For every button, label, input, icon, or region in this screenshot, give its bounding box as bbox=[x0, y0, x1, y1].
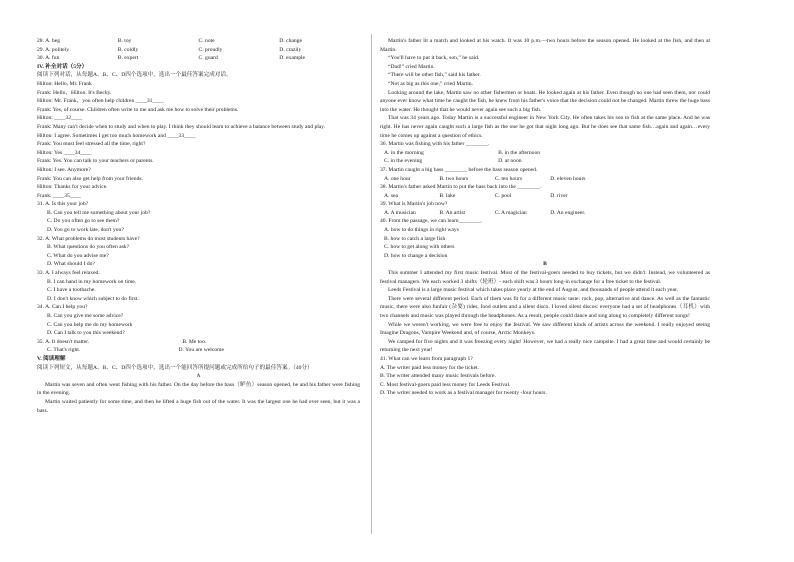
option: C. guard bbox=[198, 55, 218, 62]
option-line: D. I don't know which subject to do first. bbox=[47, 295, 139, 302]
dialog-line: Frank: Many can't decide when to study and when to play. I think they should learn to achieve a balance between study and play. bbox=[37, 123, 326, 130]
passage-paragraph: We camped for five nights and it was freezing every night! However, we had a really nice campsite. I had a great time and would certainly be returning the next year! bbox=[380, 338, 710, 354]
option: B. lake bbox=[439, 192, 456, 199]
option: B. in the afternoon bbox=[498, 149, 541, 156]
option-line: D. how to change a decision bbox=[384, 252, 448, 259]
section-4-title: IV. 补全对话（5分） bbox=[37, 63, 88, 70]
passage-paragraph: Looking around the lake, Martin saw no other fishermen or boats. He looked again at his father. Even though no one had seen them, nor could anyone ever know what time he caught the fish, he knew from his father's voice that the decision could not be changed. Martin threw the huge bass into the water. He thought that he would never again see such a big fish. bbox=[380, 89, 710, 113]
section-4-instructions: 阅读下列对话，从每题A、B、C、D四个选项中，选出一个最佳答案完成对话。 bbox=[37, 72, 232, 79]
dialog-options bbox=[37, 200, 360, 355]
question-37: 37. Martin caught a big bass ________ before the bass season opened. bbox=[380, 166, 538, 173]
question-39-options bbox=[380, 209, 710, 218]
passage-paragraph: Martin's father lit a match and looked at his watch. It was 10 p.m.—two hours before the season opened. He looked at the fish, and then at Martin. bbox=[380, 38, 710, 53]
option: 30. A. fun bbox=[37, 55, 60, 62]
option: B. An artist bbox=[439, 209, 466, 216]
option-line: C. Most festival-goers paid less money for Leeds Festival. bbox=[380, 381, 511, 388]
option: C. A magician bbox=[494, 209, 527, 216]
question-39: 39. What is Martin's job now? bbox=[380, 201, 448, 208]
option-line: 31. A. Is this your job? bbox=[37, 201, 89, 208]
dialog-line: Frank: You must feel stressed all the time, right? bbox=[37, 141, 146, 148]
option: A. in the morning bbox=[384, 149, 424, 156]
question-29 bbox=[37, 46, 360, 55]
option-line: B. The writer attended many music festivals before. bbox=[380, 373, 496, 380]
option: D. crazily bbox=[279, 46, 302, 53]
dialog-line: Frank: You can also get help from your friends. bbox=[37, 175, 143, 182]
option: 35. A. It doesn't matter. bbox=[37, 338, 90, 345]
option: C. pool bbox=[494, 192, 512, 199]
option-line: B. What questions do you often ask? bbox=[47, 244, 130, 251]
option-line: B. Can you tell me something about your job? bbox=[47, 209, 151, 216]
question-36-options-ab bbox=[380, 149, 710, 158]
passage-b-label: B bbox=[543, 261, 547, 268]
question-36-options-cd bbox=[380, 157, 710, 166]
option: D. change bbox=[279, 38, 302, 44]
option: D. example bbox=[279, 55, 306, 62]
option: A. one hour bbox=[384, 175, 411, 182]
option-line: A. The writer paid less money for the ticket. bbox=[380, 364, 480, 371]
option-line: C. Can you help me do my homework bbox=[47, 321, 133, 328]
question-41: 41. What can we learn from paragraph 1? bbox=[380, 355, 473, 362]
passage-paragraph: “Not as big as this one,” cried Martin. bbox=[388, 80, 473, 87]
question-40: 40. From the passage, we can learn________. bbox=[380, 218, 483, 225]
dialog bbox=[37, 80, 360, 200]
passage-paragraph: “You'll have to put it back, son,” he said. bbox=[388, 55, 480, 62]
dialog-line: Hilton: I see. Anymore? bbox=[37, 166, 91, 173]
option: B. coldly bbox=[117, 46, 139, 53]
dialog-line: Hilton: I agree. Sometimes I get too much homework and ____33____ bbox=[37, 132, 196, 139]
option: 29. A. politely bbox=[37, 46, 70, 53]
question-38-options bbox=[380, 192, 710, 201]
passage-paragraph: Martin was seven and often went fishing with his father. On the day before the bass（鲈鱼）season opened, he and his father were fishing in the evening. bbox=[37, 381, 360, 397]
dialog-line: Hilton: ____32____ bbox=[37, 115, 83, 122]
option: C. note bbox=[198, 38, 215, 44]
right-column bbox=[380, 37, 710, 398]
option: D. An engineer. bbox=[550, 209, 586, 216]
dialog-line: Frank: Yes. You can talk to your teachers or parents. bbox=[37, 158, 154, 165]
passage-paragraph: “Dad!” cried Martin. bbox=[388, 63, 435, 70]
dialog-line: Frank: Yes, of course. Children often write to me and ask me how to solve their problems. bbox=[37, 106, 239, 113]
option: C. ten hours bbox=[494, 175, 523, 182]
option: B. toy bbox=[117, 38, 132, 44]
option-line: C. What do you advise me? bbox=[47, 252, 109, 259]
option: C. proudly bbox=[198, 46, 223, 53]
passage-paragraph: That was 34 years ago. Today Martin is a successful engineer in New York City. He often takes his son to fish at the same place. And he was right. He has never again caught such a large fish as the one he got that night long ago. But he does see that same fish…again and again…every time he comes up against a question of ethics. bbox=[380, 115, 710, 139]
option-line: A. how to do things in right ways bbox=[384, 227, 459, 234]
option-line: 34. A. Can I help you? bbox=[37, 304, 88, 311]
option: A. sea bbox=[384, 192, 398, 199]
left-column bbox=[37, 37, 360, 415]
question-30 bbox=[37, 54, 360, 63]
question-35-cd bbox=[37, 346, 360, 355]
passage-paragraph: There were several different period. Each of them was fit for a different music taste: rock, pop, alternative and dance. As well as the fantastic music, there were also funfair (杂耍) rides, food outlets and a silent disco. I loved silent discos: everyone had a set of headphones（耳机）with two channels and music was played through the headphones. As a result, people could dance and sing along to completely different songs! bbox=[380, 295, 710, 319]
option-line: 33. A. I always feel relaxed. bbox=[37, 270, 100, 277]
option: A. A musician bbox=[384, 209, 416, 216]
section-5-instructions: 阅读下列短文，从每题A、B、C、D四个选项中，选出一个能回答所提问题或完成所给句子的最佳答案。（40分） bbox=[37, 364, 313, 371]
option-line: 32. A. What problems do most students have? bbox=[37, 235, 140, 242]
option-line: B. how to catch a large fish bbox=[384, 235, 446, 242]
dialog-line: Frank: ____35____ bbox=[37, 192, 81, 199]
option: D. at noon bbox=[498, 158, 522, 165]
dialog-line: Hilton: Hello, Mr. Frank bbox=[37, 80, 92, 87]
option-line: C. how to get along with others bbox=[384, 244, 455, 251]
option-line: D. You go to work late, don't you? bbox=[47, 227, 124, 234]
option: C. That's right. bbox=[47, 347, 81, 354]
section-5-title: V. 阅读理解 bbox=[37, 355, 66, 362]
question-28 bbox=[37, 37, 360, 46]
passage-paragraph: This summer I attended my first music festival. Most of the festival-goers needed to buy tickets, but we didn't. Instead, we volunteered as festival managers. We each worked 3 shifts（轮班）- each shift was 3 hours long-in exchange for a free ticket to the festival. bbox=[380, 270, 710, 285]
passage-paragraph: Martin waited patiently for some time, and then he lifted a huge fish out of the water. It was the largest one he had ever seen, but it was a bass. bbox=[37, 398, 360, 414]
option-line: D. The writer needed to work as a festival manager for twenty -four hours. bbox=[380, 390, 547, 397]
option: D. You are welcome bbox=[178, 347, 224, 354]
option: B. two hours bbox=[439, 175, 469, 182]
dialog-line: Frank: Hello，Hilton. It's Becky. bbox=[37, 89, 112, 96]
passage-paragraph: While we weren't working, we were free to enjoy the festival. We saw different kinds of artists across the weekend. I really enjoyed seeing Imagine Dragons, Vampire Weekend and, of course, Arctic Monkeys. bbox=[380, 321, 710, 337]
question-37-options bbox=[380, 175, 710, 184]
option: D. river bbox=[550, 192, 568, 199]
option: C. in the evening bbox=[384, 158, 423, 165]
passage-paragraph: Leeds Festival is a large music festival which takes place yearly at the end of August, and thousands of people attend it each year. bbox=[388, 287, 678, 294]
question-35 bbox=[37, 338, 360, 347]
option: B. expert bbox=[117, 55, 139, 62]
option-line: C. I have a toothache. bbox=[47, 287, 96, 294]
option-line: C. Do you often go to see them? bbox=[47, 218, 120, 225]
question-36: 36. Martin was fishing with his father ________. bbox=[380, 141, 490, 148]
option: 28. A. beg bbox=[37, 38, 60, 44]
option: D. eleven hours bbox=[550, 175, 586, 182]
question-38: 38. Martin's father asked Martin to put the bass back into the ________. bbox=[380, 184, 542, 191]
option: B. Me too. bbox=[182, 338, 207, 345]
column-divider bbox=[371, 34, 372, 534]
option-line: B. Can you give me some advice? bbox=[47, 313, 124, 319]
dialog-line: Hilton: Thanks for your advice. bbox=[37, 184, 108, 191]
passage-paragraph: “There will be other fish,” said his father. bbox=[388, 72, 481, 79]
option-line: D. What should I do? bbox=[47, 261, 95, 268]
dialog-line: Hilton: Yes ____34____ bbox=[37, 149, 92, 156]
dialog-line: Hilton: Mr. Frank，you often help children ____31____ bbox=[37, 98, 164, 105]
passage-a-label: A bbox=[196, 373, 201, 380]
option-line: D. Can I talk to you this weekend? bbox=[47, 330, 125, 337]
option-line: B. I can hand in my homework on time. bbox=[47, 278, 137, 285]
